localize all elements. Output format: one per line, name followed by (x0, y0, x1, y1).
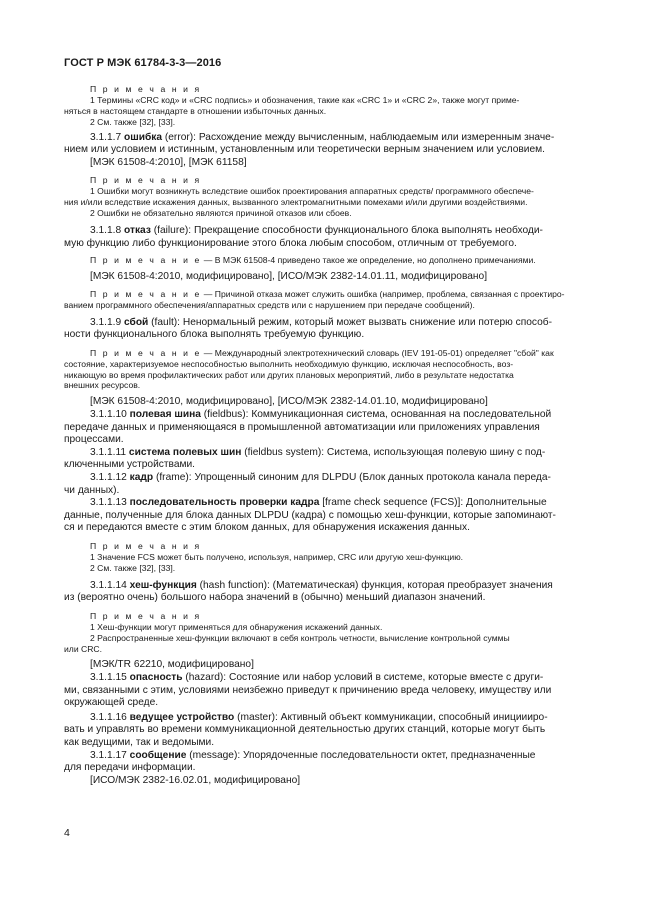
term-line: ми, связанными с этим, условиями неизбежно приведут к причинению вреда человеку, имуществу или (64, 684, 552, 696)
term-line: ключенными устройствами. (64, 459, 196, 471)
term-name: полевая шина (129, 408, 201, 420)
term-line: мую функцию либо функционирование этого блока любым способом, отличным от требуемого. (64, 237, 517, 249)
note-line: 2 Ошибки не обязательно являются причиной отказов или сбоев. (90, 208, 352, 219)
term-line: данные, полученные для блока данных DLPDU (кадра) с помощью хеш-функции, которые запоминают- (64, 509, 556, 521)
term-line: ности функционального блока выполнять требуемую функцию. (64, 329, 365, 341)
note-line: никающую во время профилактических работ или других плановых мероприятий, либо в результате недостатка (64, 369, 514, 380)
term-3-1-1-10: 3.1.1.10 полевая шина (fieldbus): Коммуникационная система, основанная на последовательной (90, 408, 552, 420)
note-line: ванием программного обеспечения/аппаратных средств или с нарушением при передаче сообщений). (64, 299, 475, 310)
note-line: 2 См. также [32], [33]. (90, 116, 176, 127)
term-reference: [ИСО/МЭК 2382-16.02.01, модифицировано] (90, 774, 301, 786)
term-name: хеш-функция (129, 579, 197, 591)
term-3-1-1-8: 3.1.1.8 отказ (failure): Прекращение способности функционального блока выполнять необходи- (90, 225, 543, 237)
notes-label: П р и м е ч а н и я (90, 540, 202, 551)
term-line: процессами. (64, 434, 124, 446)
note-line: 2 См. также [32], [33]. (90, 562, 176, 573)
term-line: вать и управлять во времени коммуникационной деятельностью других станций, которые могут быть (64, 724, 546, 736)
note-line: П р и м е ч а н и е — В МЭК 61508-4 приведено такое же определение, но дополнено примечаниями. (90, 255, 536, 266)
term-3-1-1-15: 3.1.1.15 опасность (hazard): Состояние или набор условий в системе, которые вместе с други- (90, 672, 544, 683)
term-line: ся и передаются вместе с этим блоком данных, для обнаружения искажения данных. (64, 522, 470, 534)
document-body (64, 84, 581, 787)
term-reference: [МЭК 61508-4:2010, модифицировано], [ИСО/МЭК 2382-14.01.11, модифицировано] (90, 271, 488, 283)
note-line: няться в настоящем стандарте в отношении избыточных данных. (64, 105, 327, 116)
term-name: сбой (124, 316, 149, 328)
note-line: П р и м е ч а н и е — Причиной отказа может служить ошибка (например, проблема, связанная с проектиро- (90, 288, 565, 299)
term-line: из (вероятно очень) большого набора значений в (обычно) меньший диапазон значений. (64, 592, 486, 604)
note-line: состояние, характеризуемое неспособностью выполнить необходимую функцию, исключая неспособность, воз- (64, 358, 514, 369)
term-name: ошибка (124, 131, 163, 143)
term-name: опасность (129, 672, 183, 683)
term-name: ведущее устройство (129, 711, 235, 723)
term-line: нием или условием и истинным, установленным или теоретически верным значением или условием. (64, 144, 545, 156)
term-3-1-1-13: 3.1.1.13 последовательность проверки кадра [frame check sequence (FCS)]: Дополнительные (90, 497, 547, 509)
page-number: 4 (64, 827, 70, 839)
note-line: или CRC. (64, 643, 103, 654)
notes-label: П р и м е ч а н и я (90, 84, 202, 94)
term-reference: [МЭК 61508-4:2010, модифицировано], [ИСО/МЭК 2382-14.01.10, модифицировано] (90, 396, 488, 408)
term-3-1-1-16: 3.1.1.16 ведущее устройство (master): Активный объект коммуникации, способный инициииро- (90, 711, 548, 723)
term-line: передаче данных и применяющаяся в промышленной автоматизации или приложениях управления (64, 421, 540, 433)
note-line: 1 Хеш-функции могут применяться для обнаружения искажений данных. (90, 621, 383, 632)
term-line: для передачи информации. (64, 762, 196, 774)
term-name: сообщение (129, 749, 187, 761)
notes-label: П р и м е ч а н и я (90, 175, 202, 186)
standard-header: ГОСТ Р МЭК 61784-3-3—2016 (64, 57, 222, 69)
term-3-1-1-12: 3.1.1.12 кадр (frame): Упрощенный синоним для DLPDU (Блок данных протокола канала переда- (90, 471, 551, 483)
term-line: чи данных). (64, 484, 120, 496)
term-line: как ведущими, так и ведомыми. (64, 736, 215, 748)
term-3-1-1-11: 3.1.1.11 система полевых шин (fieldbus system): Система, использующая полевую шину с под- (90, 446, 546, 458)
note-line: 1 Термины «CRC код» и «CRC подпись» и обозначения, такие как «CRC 1» и «CRC 2», также могут приме- (90, 94, 520, 105)
term-name: система полевых шин (128, 446, 242, 458)
note-line: 2 Распространенные хеш-функции включают в себя контроль четности, вычисление контрольной суммы (90, 632, 510, 643)
note-line: ния и/или вследствие искажения данных, вызванного электромагнитными помехами и/или другими воздействиями. (64, 197, 528, 208)
note-line: 1 Значение FCS может быть получено, используя, например, CRC или другую хеш-функцию. (90, 551, 464, 562)
term-line: окружающей среде. (64, 697, 159, 709)
term-3-1-1-9: 3.1.1.9 сбой (fault): Ненормальный режим, который может вызвать снижение или потерю способ- (90, 316, 553, 328)
notes-label: П р и м е ч а н и я (90, 610, 202, 621)
note-line: 1 Ошибки могут возникнуть вследствие ошибок проектирования аппаратных средств/ программного обеспече- (90, 186, 534, 197)
term-name: кадр (129, 471, 154, 483)
term-reference: [МЭК/TR 62210, модифицировано] (90, 659, 254, 671)
note-line: внешних ресурсов. (64, 380, 141, 391)
term-name: отказ (124, 225, 151, 237)
term-3-1-1-7: 3.1.1.7 ошибка (error): Расхождение между вычисленным, наблюдаемым или измеренным значе- (90, 131, 555, 143)
term-3-1-1-17: 3.1.1.17 сообщение (message): Упорядоченные последовательности октет, предназначенные (90, 749, 536, 761)
term-name: последовательность проверки кадра (129, 497, 320, 509)
term-reference: [МЭК 61508-4:2010], [МЭК 61158] (90, 156, 247, 168)
term-3-1-1-14: 3.1.1.14 хеш-функция (hash function): (Математическая) функция, которая преобразует значения (90, 579, 553, 591)
note-line: П р и м е ч а н и е — Международный электротехнический словарь (IEV 191-05-01) определяет "сбой" как (90, 347, 554, 358)
